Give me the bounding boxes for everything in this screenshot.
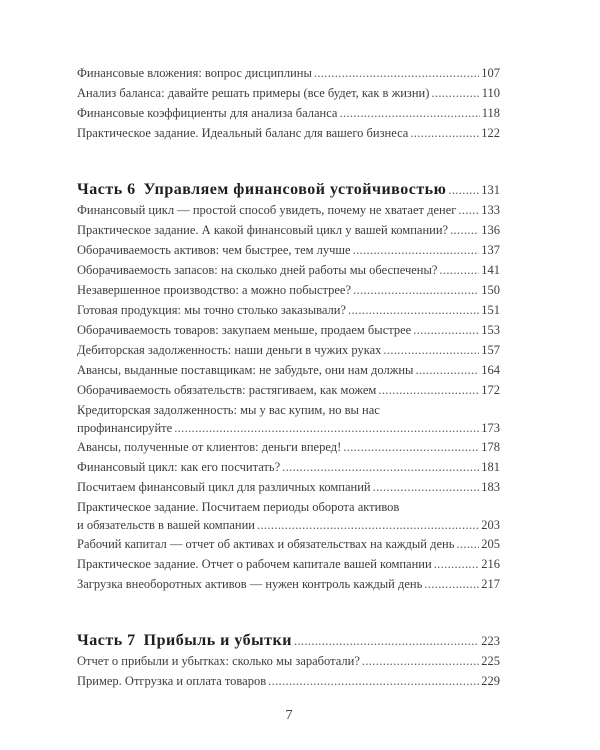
toc-entry-title: профинансируйте <box>77 421 173 435</box>
toc-entry <box>77 340 500 360</box>
toc-entry-row <box>77 419 500 437</box>
dot-leader <box>439 260 479 280</box>
dot-leader <box>348 300 479 320</box>
table-of-contents <box>77 63 500 691</box>
toc-entry-row <box>77 457 500 477</box>
toc-entry <box>77 554 500 574</box>
part-heading <box>77 180 500 200</box>
toc-entry-row <box>77 103 500 123</box>
part-label: Часть 7 <box>77 632 136 649</box>
toc-entry-title: Финансовые коэффициенты для анализа баланса <box>77 103 339 123</box>
toc-entry-title: Анализ баланса: давайте решать примеры (все будет, как в жизни) <box>77 83 431 103</box>
part-heading-text <box>77 631 294 651</box>
part-title: Прибыль и убытки <box>143 632 292 649</box>
toc-entry-row <box>77 63 500 83</box>
dot-leader <box>339 103 479 123</box>
toc-entry-row <box>77 671 500 691</box>
dot-leader <box>362 651 479 671</box>
toc-entry-page-number: 172 <box>479 380 500 400</box>
toc-entry <box>77 260 500 280</box>
dot-leader <box>424 574 479 594</box>
toc-entry-page-number: 205 <box>479 534 500 554</box>
toc-entry-page-number: 141 <box>479 260 500 280</box>
toc-entry <box>77 123 500 143</box>
toc-entry-row <box>77 240 500 260</box>
toc-entry-page-number: 107 <box>479 63 500 83</box>
toc-entry <box>77 360 500 380</box>
dot-leader <box>450 220 479 240</box>
toc-entry <box>77 200 500 220</box>
toc-entry-title: и обязательств в вашей компании <box>77 518 255 532</box>
toc-entry-row <box>77 220 500 240</box>
toc-entry-title: Авансы, полученные от клиентов: деньги вперед! <box>77 437 343 457</box>
toc-entry-title: Загрузка внеоборотных активов — нужен контроль каждый день <box>77 574 424 594</box>
dot-leader <box>413 320 479 340</box>
toc-entry-row <box>77 380 500 400</box>
toc-entry-title: Дебиторская задолженность: наши деньги в чужих руках <box>77 340 383 360</box>
toc-entry-row <box>77 516 500 534</box>
toc-entry-page-number: 183 <box>479 477 500 497</box>
toc-entry-page-number: 122 <box>479 123 500 143</box>
toc-entry-page-number: 133 <box>479 200 500 220</box>
dot-leader <box>415 360 479 380</box>
dot-leader <box>410 123 479 143</box>
toc-entry-title: Практическое задание. Отчет о рабочем капитале вашей компании <box>77 554 434 574</box>
toc-entry <box>77 300 500 320</box>
toc-entry <box>77 400 500 437</box>
dot-leader <box>174 419 479 437</box>
toc-entry-page-number: 150 <box>479 280 500 300</box>
dot-leader <box>343 437 479 457</box>
toc-entry-title: Посчитаем финансовый цикл для различных компаний <box>77 477 373 497</box>
toc-entry-page-number: 118 <box>480 103 500 123</box>
toc-entry-page-number: 216 <box>479 554 500 574</box>
toc-entry-row <box>77 554 500 574</box>
toc-entry <box>77 534 500 554</box>
toc-parts <box>77 180 500 691</box>
dot-leader <box>434 554 480 574</box>
toc-entry-title: Оборачиваемость обязательств: растягиваем, как можем <box>77 380 378 400</box>
toc-entry-title: Оборачиваемость товаров: закупаем меньше, продаем быстрее <box>77 320 413 340</box>
toc-continued-section <box>77 63 500 143</box>
toc-entry-row <box>77 340 500 360</box>
toc-entry <box>77 574 500 594</box>
toc-entry-page-number: 136 <box>479 220 500 240</box>
toc-entry <box>77 63 500 83</box>
toc-entry-row <box>77 300 500 320</box>
toc-entry <box>77 103 500 123</box>
toc-entry-title: Финансовый цикл — простой способ увидеть, почему не хватает денег <box>77 200 458 220</box>
toc-entry-title-line: Кредиторская задолженность: мы у вас купим, но вы нас <box>77 403 380 417</box>
dot-leader <box>448 180 479 200</box>
toc-entry-row <box>77 437 500 457</box>
toc-entry-row <box>77 123 500 143</box>
part-label: Часть 6 <box>77 181 136 198</box>
toc-entry-title: Пример. Отгрузка и оплата товаров <box>77 671 268 691</box>
dot-leader <box>378 380 479 400</box>
toc-entry-title: Практическое задание. А какой финансовый цикл у вашей компании? <box>77 220 450 240</box>
toc-entry-page-number: 164 <box>479 360 500 380</box>
toc-entry-row <box>77 574 500 594</box>
toc-entry-page-number: 203 <box>481 518 500 532</box>
toc-entry-title: Оборачиваемость активов: чем быстрее, тем лучше <box>77 240 353 260</box>
toc-entry-title: Готовая продукция: мы точно столько заказывали? <box>77 300 348 320</box>
part-page-number: 131 <box>479 180 500 200</box>
dot-leader <box>373 477 480 497</box>
toc-entry-page-number: 153 <box>479 320 500 340</box>
page-number: 7 <box>285 708 293 723</box>
toc-entry <box>77 380 500 400</box>
toc-entry <box>77 320 500 340</box>
toc-entry-title: Отчет о прибыли и убытках: сколько мы заработали? <box>77 651 362 671</box>
toc-part-section <box>77 180 500 594</box>
toc-entry-page-number: 157 <box>479 340 500 360</box>
toc-entry <box>77 437 500 457</box>
toc-entry-row <box>77 477 500 497</box>
toc-entry-page-number: 225 <box>479 651 500 671</box>
toc-part-section <box>77 631 500 691</box>
dot-leader <box>314 63 479 83</box>
toc-entry <box>77 651 500 671</box>
dot-leader <box>383 340 479 360</box>
toc-entry-page-number: 181 <box>479 457 500 477</box>
toc-entry <box>77 220 500 240</box>
toc-entry-title: Практическое задание. Идеальный баланс для вашего бизнеса <box>77 123 410 143</box>
dot-leader <box>282 457 479 477</box>
dot-leader <box>353 240 480 260</box>
toc-entry-row <box>77 360 500 380</box>
dot-leader <box>257 516 479 534</box>
part-heading <box>77 631 500 651</box>
toc-entry-row <box>77 280 500 300</box>
dot-leader <box>268 671 479 691</box>
toc-entry-page-number: 151 <box>479 300 500 320</box>
toc-entry <box>77 240 500 260</box>
toc-entry-page-number: 217 <box>479 574 500 594</box>
part-title: Управляем финансовой устойчивостью <box>143 181 447 198</box>
toc-entry-row <box>77 534 500 554</box>
toc-entry-title: Рабочий капитал — отчет об активах и обязательствах на каждый день <box>77 534 456 554</box>
toc-entry-title: Финансовые вложения: вопрос дисциплины <box>77 63 314 83</box>
toc-entry-title-line: Практическое задание. Посчитаем периоды оборота активов <box>77 500 400 514</box>
toc-entry-row <box>77 320 500 340</box>
toc-entry <box>77 497 500 534</box>
toc-entry-title: Финансовый цикл: как его посчитать? <box>77 457 282 477</box>
toc-entry <box>77 671 500 691</box>
toc-entry <box>77 457 500 477</box>
dot-leader <box>353 280 479 300</box>
dot-leader <box>458 200 479 220</box>
toc-entry-page-number: 173 <box>481 421 500 435</box>
toc-entry-row <box>77 651 500 671</box>
toc-entry-title: Незавершенное производство: а можно побыстрее? <box>77 280 353 300</box>
toc-entry <box>77 83 500 103</box>
dot-leader <box>456 534 479 554</box>
dot-leader <box>294 631 479 651</box>
toc-entry-page-number: 178 <box>479 437 500 457</box>
toc-entry <box>77 477 500 497</box>
dot-leader <box>431 83 479 103</box>
toc-entry-row <box>77 260 500 280</box>
toc-entry-title: Авансы, выданные поставщикам: не забудьте, они нам должны <box>77 360 415 380</box>
toc-entry-title: Оборачиваемость запасов: на сколько дней работы мы обеспечены? <box>77 260 439 280</box>
toc-entry-page-number: 229 <box>479 671 500 691</box>
toc-entry-row <box>77 200 500 220</box>
part-heading-text <box>77 180 448 200</box>
toc-entry <box>77 280 500 300</box>
toc-entry-page-number: 110 <box>480 83 500 103</box>
toc-entry-row <box>77 83 500 103</box>
toc-entry-page-number: 137 <box>479 240 500 260</box>
part-page-number: 223 <box>479 631 500 651</box>
